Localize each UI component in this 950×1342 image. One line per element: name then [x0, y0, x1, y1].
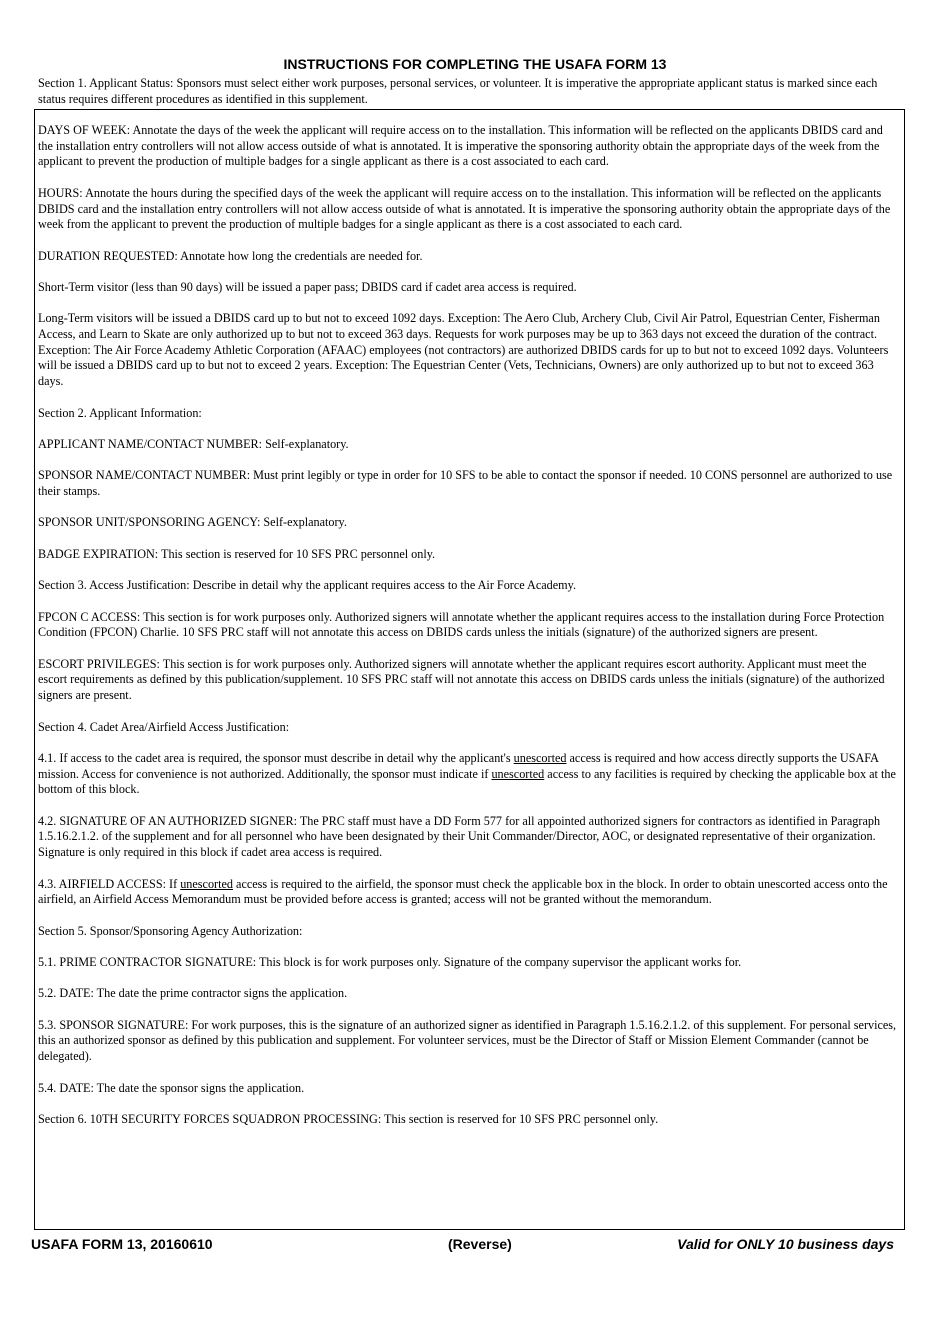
applicant-name-paragraph: APPLICANT NAME/CONTACT NUMBER: Self-explanatory. — [38, 436, 349, 451]
fpcon-paragraph: FPCON C ACCESS: This section is for work purposes only. Authorized signers will annotate whether the applicant requires access to the installation during Force Protection Condition (FPCON) Charlie. 10 SFS PRC staff will not annotate this access on DBIDS cards unless the initials (signature) of the authorized signers are present. — [38, 609, 885, 640]
footer-side: (Reverse) — [448, 1236, 512, 1252]
paragraph-4-2: 4.2. SIGNATURE OF AN AUTHORIZED SIGNER: The PRC staff must have a DD Form 577 for all appointed authorized signers for contractors as identified in Paragraph 1.5.16.2.1.2. of the supplement and for all personnel who have been designated by their Unit Commander/Director, AOC, or designated representative of their organization. Signature is only required in this block if cadet area access is required. — [38, 813, 881, 860]
paragraph-4-1-part-b: access is required and how access directly supports the USAFA mission. Access for convenience is not authorized. Additionally, the sponsor must indicate if — [38, 750, 879, 781]
paragraph-5-4: 5.4. DATE: The date the sponsor signs the application. — [38, 1080, 305, 1095]
duration-requested-paragraph: DURATION REQUESTED: Annotate how long the credentials are needed for. — [38, 248, 423, 263]
paragraph-4-1-part-a: 4.1. If access to the cadet area is required, the sponsor must describe in detail why the applicant's — [38, 750, 514, 765]
paragraph-4-3-part-b: access is required to the airfield, the sponsor must check the applicable box in the block. In order to obtain unescorted access onto the airfield, an Airfield Access Memorandum must be provided before access is granted; access will not be granted without the memorandum. — [38, 876, 888, 907]
unescorted-underline: unescorted — [513, 750, 567, 765]
paragraph-4-1-part-c: access to any facilities is required by checking the applicable box at the bottom of this block. — [38, 766, 896, 797]
instructions-box — [34, 109, 905, 1230]
section2-heading: Section 2. Applicant Information: — [38, 405, 202, 420]
paragraph-4-3 — [38, 877, 898, 908]
footer-form-id: USAFA FORM 13, 20160610 — [31, 1236, 213, 1252]
paragraph-5-2: 5.2. DATE: The date the prime contractor signs the application. — [38, 986, 348, 1001]
section1-intro: Section 1. Applicant Status: Sponsors must select either work purposes, personal services, or volunteer. It is imperative the appropriate applicant status is marked since each status requires different procedures as identified in this supplement. — [38, 76, 878, 106]
unescorted-underline: unescorted — [491, 766, 545, 781]
short-term-paragraph: Short-Term visitor (less than 90 days) will be issued a paper pass; DBIDS card if cadet area access is required. — [38, 279, 577, 294]
footer-validity: Valid for ONLY 10 business days — [677, 1236, 894, 1252]
sponsor-name-paragraph: SPONSOR NAME/CONTACT NUMBER: Must print legibly or type in order for 10 SFS to be able to contact the sponsor if needed. 10 CONS personnel are authorized to use their stamps. — [38, 468, 893, 499]
badge-expiration-paragraph: BADGE EXPIRATION: This section is reserved for 10 SFS PRC personnel only. — [38, 546, 436, 561]
instructions-content — [38, 123, 898, 1143]
paragraph-5-1: 5.1. PRIME CONTRACTOR SIGNATURE: This block is for work purposes only. Signature of the company supervisor the applicant works for. — [38, 954, 742, 969]
section6-paragraph: Section 6. 10TH SECURITY FORCES SQUADRON PROCESSING: This section is reserved for 10 SFS PRC personnel only. — [38, 1111, 659, 1126]
section4-heading: Section 4. Cadet Area/Airfield Access Justification: — [38, 719, 290, 734]
paragraph-5-3: 5.3. SPONSOR SIGNATURE: For work purposes, this is the signature of an authorized signer as identified in Paragraph 1.5.16.2.1.2. of this supplement. For personal services, this an authorized sponsor as defined by this publication and supplement. For volunteer services, must be the Director of Staff or Mission Element Commander (cannot be delegated). — [38, 1017, 897, 1064]
section5-heading: Section 5. Sponsor/Sponsoring Agency Authorization: — [38, 923, 303, 938]
unescorted-underline: unescorted — [180, 876, 233, 891]
sponsor-unit-paragraph: SPONSOR UNIT/SPONSORING AGENCY: Self-explanatory. — [38, 515, 347, 530]
paragraph-4-1 — [38, 751, 898, 798]
paragraph-4-3-part-a: 4.3. AIRFIELD ACCESS: If — [38, 876, 181, 891]
page-title: INSTRUCTIONS FOR COMPLETING THE USAFA FORM 13 — [283, 56, 667, 72]
escort-paragraph: ESCORT PRIVILEGES: This section is for work purposes only. Authorized signers will annotate whether the applicant requires escort authority. Applicant must meet the escort requirements as defined by this publication/supplement. 10 SFS PRC staff will not annotate this access on DBIDS cards unless the initials (signature) of the authorized signers are present. — [38, 656, 885, 703]
days-of-week-paragraph: DAYS OF WEEK: Annotate the days of the week the applicant will require access on to the installation. This information will be reflected on the applicants DBIDS card and the installation entry controllers will not allow access outside of what is annotated. It is imperative the sponsoring authority obtain the appropriate days of the week from the applicant to prevent the production of multiple badges for a single applicant as there is a cost associated to each card. — [38, 123, 883, 169]
hours-paragraph: HOURS: Annotate the hours during the specified days of the week the applicant will require access on to the installation. This information will be reflected on the applicants DBIDS card and the installation entry controllers will not allow access outside of what is annotated. It is imperative the sponsoring authority obtain the appropriate days of the week from the applicant to prevent the production of multiple badges for a single applicant as there is a cost associated to each card. — [38, 185, 891, 232]
long-term-paragraph: Long-Term visitors will be issued a DBIDS card up to but not to exceed 1092 days. Exception: The Aero Club, Archery Club, Civil Air Patrol, Equestrian Center, Fisherman Access, and Learn to Skate are only authorized up to but not to exceed 363 days. Requests for work purposes may be up to 363 days not exceed the duration of the contract. Exception: The Air Force Academy Athletic Corporation (AFAAC) employees (not contractors) are authorized DBIDS cards for up to but not to exceed 1092 days. Volunteers will be issued a DBIDS card up to but not to exceed 2 years. Exception: The Equestrian Center (Vets, Technicians, Owners) are only authorized up to but not to exceed 363 days. — [38, 311, 889, 389]
section3-heading: Section 3. Access Justification: Describe in detail why the applicant requires access to the Air Force Academy. — [38, 578, 577, 593]
